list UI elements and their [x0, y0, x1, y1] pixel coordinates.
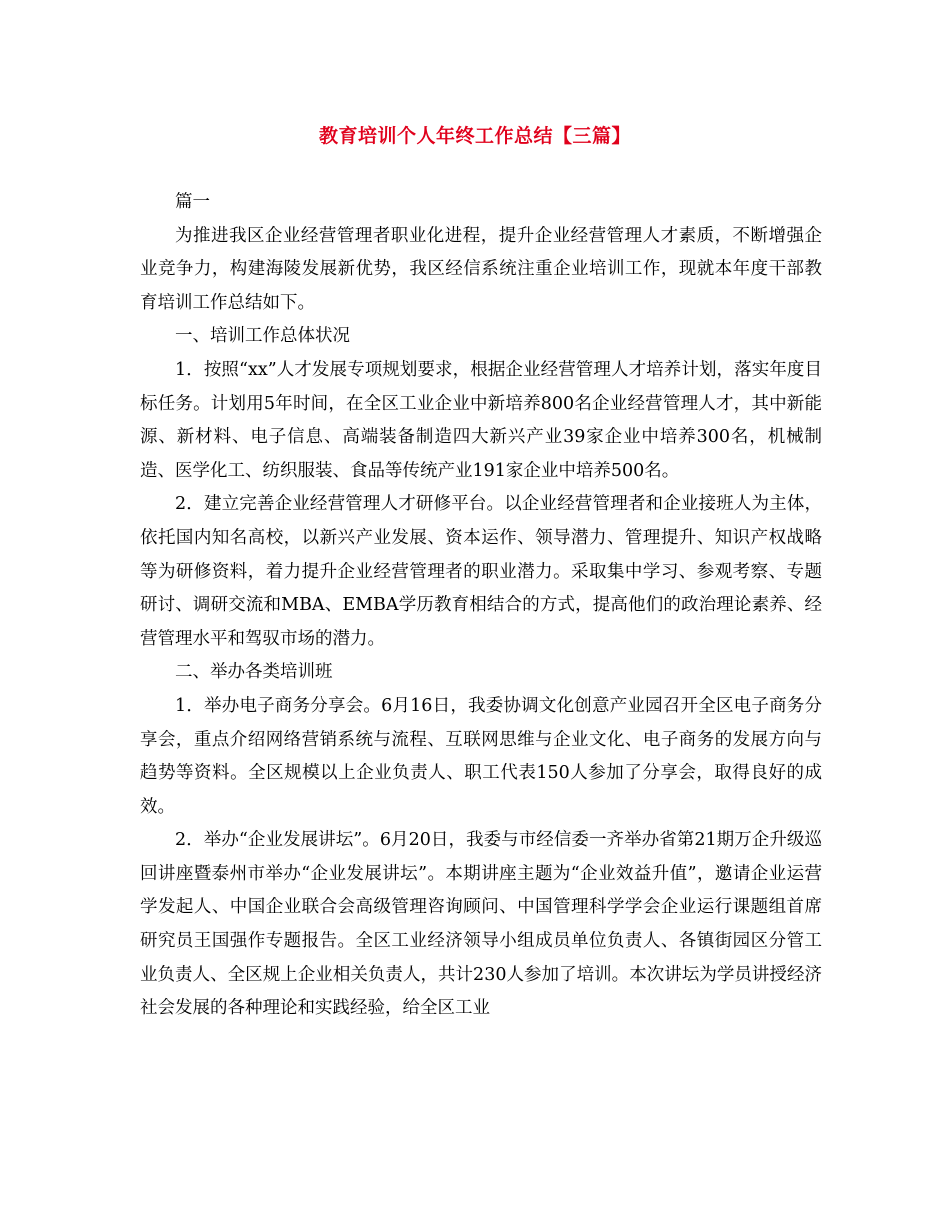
paragraph-forum: 2．举办“企业发展讲坛”。6月20日，我委与市经信委一齐举办省第21期万企升级巡回讲座暨泰州市举办“企业发展讲坛”。本期讲座主题为“企业效益升值”，邀请企业运营学发起人、中国企业联合会高级管理咨询顾问、中国管理科学学会企业运行课题组首席研究员王国强作专题报告。全区工业经济领导小组成员单位负责人、各镇街园区分管工业负责人、全区规上企业相关负责人，共计230人参加了培训。本次讲坛为学员讲授经济社会发展的各种理论和实践经验，给全区工业	[140, 830, 822, 1019]
section-heading-training: 二、举办各类培训班	[175, 662, 333, 683]
section-label: 篇一	[175, 192, 210, 212]
section-heading-overview: 一、培训工作总体状况	[175, 326, 350, 347]
paragraph-ecommerce: 1．举办电子商务分享会。6月16日，我委协调文化创意产业园召开全区电子商务分享会，重点介绍网络营销系统与流程、互联网思维与企业文化、电子商务的发展方向与趋势等资料。全区规模以上企业负责人、职工代表150人参加了分享会，取得良好的成效。	[140, 695, 822, 817]
paragraph-platform: 2．建立完善企业经营管理人才研修平台。以企业经营管理者和企业接班人为主体，依托国内知名高校，以新兴产业发展、资本运作、领导潜力、管理提升、知识产权战略等为研修资料，着力提升企业经营管理者的职业潜力。采取集中学习、参观考察、专题研讨、调研交流和MBA、EMBA学历教育相结合的方式，提高他们的政治理论素养、经营管理水平和驾驭市场的潜力。	[140, 494, 822, 649]
intro-paragraph: 为推进我区企业经营管理者职业化进程，提升企业经营管理人才素质，不断增强企业竞争力，构建海陵发展新优势，我区经信系统注重企业培训工作，现就本年度干部教育培训工作总结如下。	[140, 225, 822, 313]
paragraph-plan: 1．按照“xx”人才发展专项规划要求，根据企业经营管理人才培养计划，落实年度目标任务。计划用5年时间，在全区工业企业中新培养800名企业经营管理人才，其中新能源、新材料、电子信息、高端装备制造四大新兴产业39家企业中培养300名，机械制造、医学化工、纺织服装、食品等传统产业191家企业中培养500名。	[140, 359, 822, 481]
document-title: 教育培训个人年终工作总结【三篇】	[318, 125, 631, 147]
document-body	[140, 186, 822, 1026]
